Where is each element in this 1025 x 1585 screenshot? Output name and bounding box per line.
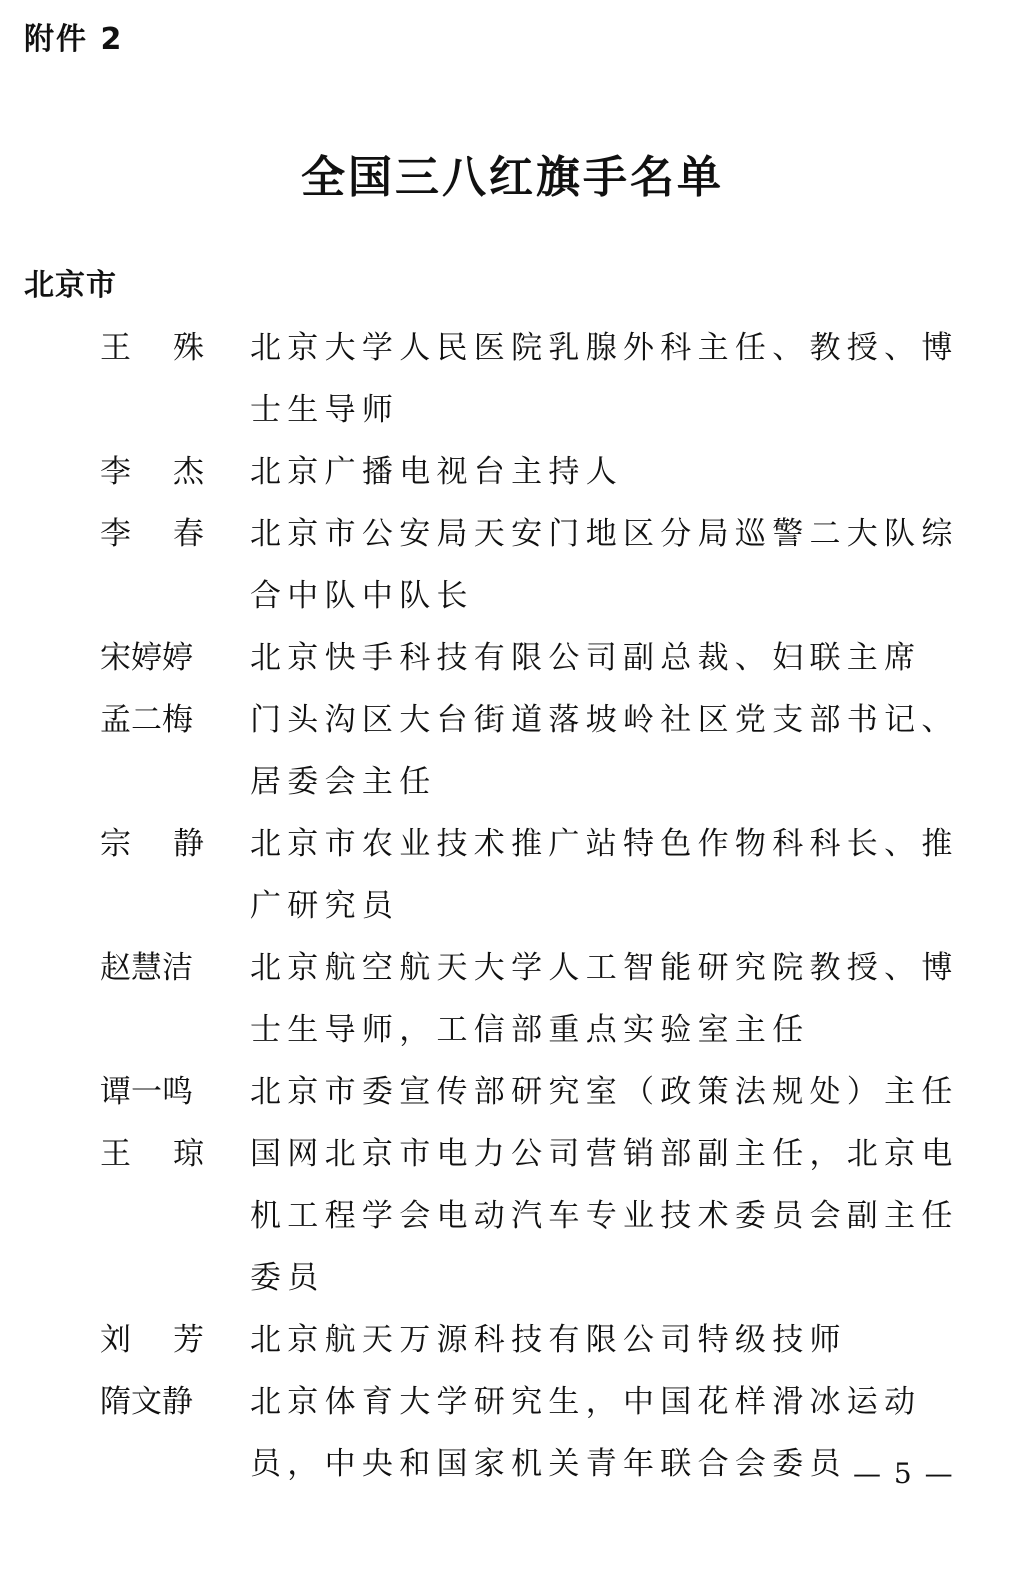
honoree-description: 北京体育大学研究生，中国花样滑冰运动员，中央和国家机关青年联合会委员: [250, 1384, 922, 1482]
document-title: 全国三八红旗手名单: [301, 152, 724, 203]
honoree-name-character: 春: [173, 516, 204, 552]
honoree-name: [100, 1309, 204, 1371]
honoree-name: 孟二梅: [100, 702, 193, 738]
honoree-name: [100, 503, 204, 565]
honoree-name: [100, 317, 204, 379]
honoree-name: [100, 813, 204, 875]
honoree-entry: [100, 441, 1000, 503]
region-heading: 北京市: [24, 268, 117, 303]
honoree-description: 北京市委宣传部研究室（政策法规处）主任: [250, 1074, 959, 1110]
honoree-entry: [100, 503, 1000, 627]
honoree-description: 门头沟区大台街道落坡岭社区党支部书记、居委会主任: [250, 702, 959, 800]
honoree-list: [100, 317, 1000, 1495]
honoree-description: 北京市公安局天安门地区分局巡警二大队综合中队中队长: [250, 516, 959, 614]
honoree-entry: [100, 813, 1000, 937]
honoree-description: 国网北京市电力公司营销部副主任，北京电机工程学会电动汽车专业技术委员会副主任委员: [250, 1136, 959, 1296]
honoree-name: 宋婷婷: [100, 640, 193, 676]
honoree-name-character: 芳: [173, 1322, 204, 1358]
honoree-name: [100, 441, 204, 503]
honoree-name: 赵慧洁: [100, 950, 193, 986]
honoree-description: 北京航天万源科技有限公司特级技师: [250, 1322, 847, 1358]
honoree-name-character: 殊: [173, 330, 204, 366]
honoree-name-character: 静: [173, 826, 204, 862]
honoree-name-character: 王: [100, 330, 131, 366]
honoree-name: 隋文静: [100, 1384, 193, 1420]
honoree-entry: [100, 627, 1000, 689]
honoree-description: 北京大学人民医院乳腺外科主任、教授、博士生导师: [250, 330, 959, 428]
honoree-name-character: 琼: [173, 1136, 204, 1172]
honoree-entry: [100, 1309, 1000, 1371]
honoree-entry: [100, 689, 1000, 813]
honoree-description: 北京快手科技有限公司副总裁、妇联主席: [250, 640, 922, 676]
honoree-entry: [100, 1123, 1000, 1309]
honoree-name: [100, 1123, 204, 1185]
attachment-label: 附件 2: [24, 22, 124, 57]
honoree-name-character: 王: [100, 1136, 131, 1172]
honoree-description: 北京市农业技术推广站特色作物科科长、推广研究员: [250, 826, 959, 924]
honoree-entry: [100, 1061, 1000, 1123]
honoree-name: 谭一鸣: [100, 1074, 193, 1110]
honoree-description: 北京广播电视台主持人: [250, 454, 623, 490]
page-number: — 5 —: [853, 1457, 955, 1490]
honoree-entry: [100, 317, 1000, 441]
honoree-description: 北京航空航天大学人工智能研究院教授、博士生导师，工信部重点实验室主任: [250, 950, 959, 1048]
honoree-name-character: 宗: [100, 826, 131, 862]
honoree-name-character: 杰: [173, 454, 204, 490]
honoree-entry: [100, 937, 1000, 1061]
honoree-name-character: 刘: [100, 1322, 131, 1358]
honoree-name-character: 李: [100, 454, 131, 490]
honoree-name-character: 李: [100, 516, 131, 552]
